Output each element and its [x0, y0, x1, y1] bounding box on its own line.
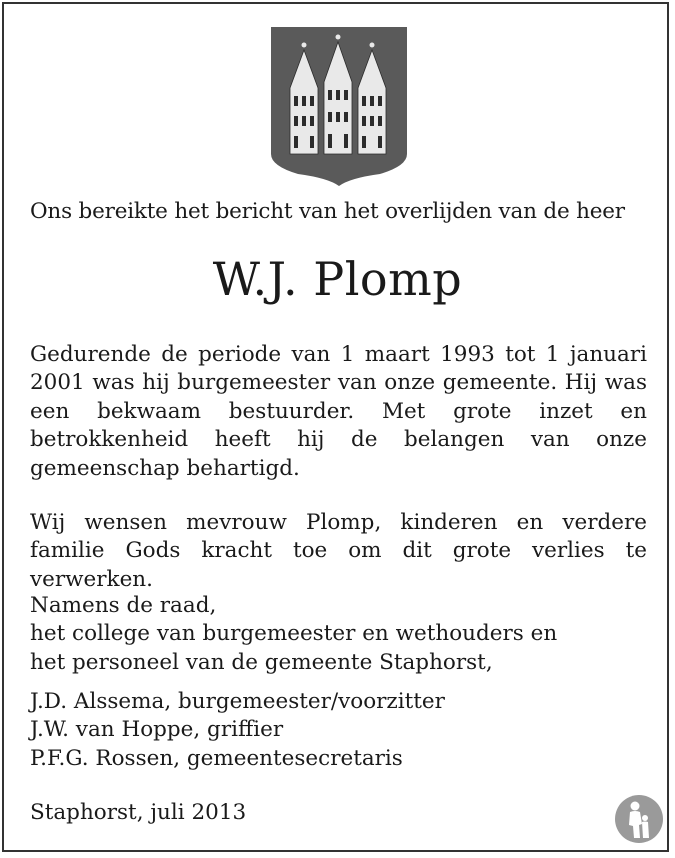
tribute-paragraph: Gedurende de periode van 1 maart 1993 tot 1 januari 2001 was hij burgemeester van onze gemeente. Hij was een bekwaam bestuurder. Met grote inzet en betrokkenheid heeft hij de belangen van onze gemeenschap behartigd. [30, 342, 647, 481]
deceased-name: W.J. Plomp [212, 252, 463, 306]
intro-line: Ons bereikte het bericht van het overlijden van de heer [30, 199, 625, 224]
place-date: Staphorst, juli 2013 [30, 800, 247, 825]
coat-of-arms-icon [270, 26, 408, 186]
on-behalf-line: Namens de raad, [30, 593, 217, 618]
memorial-logo-icon [614, 794, 664, 844]
on-behalf-line: het college van burgemeester en wethouders en [30, 621, 558, 647]
condolence-paragraph: Wij wensen mevrouw Plomp, kinderen en verdere familie Gods kracht toe om dit grote verlies te verwerken. [30, 510, 647, 592]
signatories-block [30, 688, 647, 773]
on-behalf-line: het personeel van de gemeente Staphorst, [30, 649, 493, 675]
signatory: J.D. Alssema, burgemeester/voorzitter [30, 689, 445, 714]
on-behalf-block [30, 592, 647, 677]
signatory: J.W. van Hoppe, griffier [30, 717, 284, 743]
signatory: P.F.G. Rossen, gemeentesecretaris [30, 745, 403, 771]
